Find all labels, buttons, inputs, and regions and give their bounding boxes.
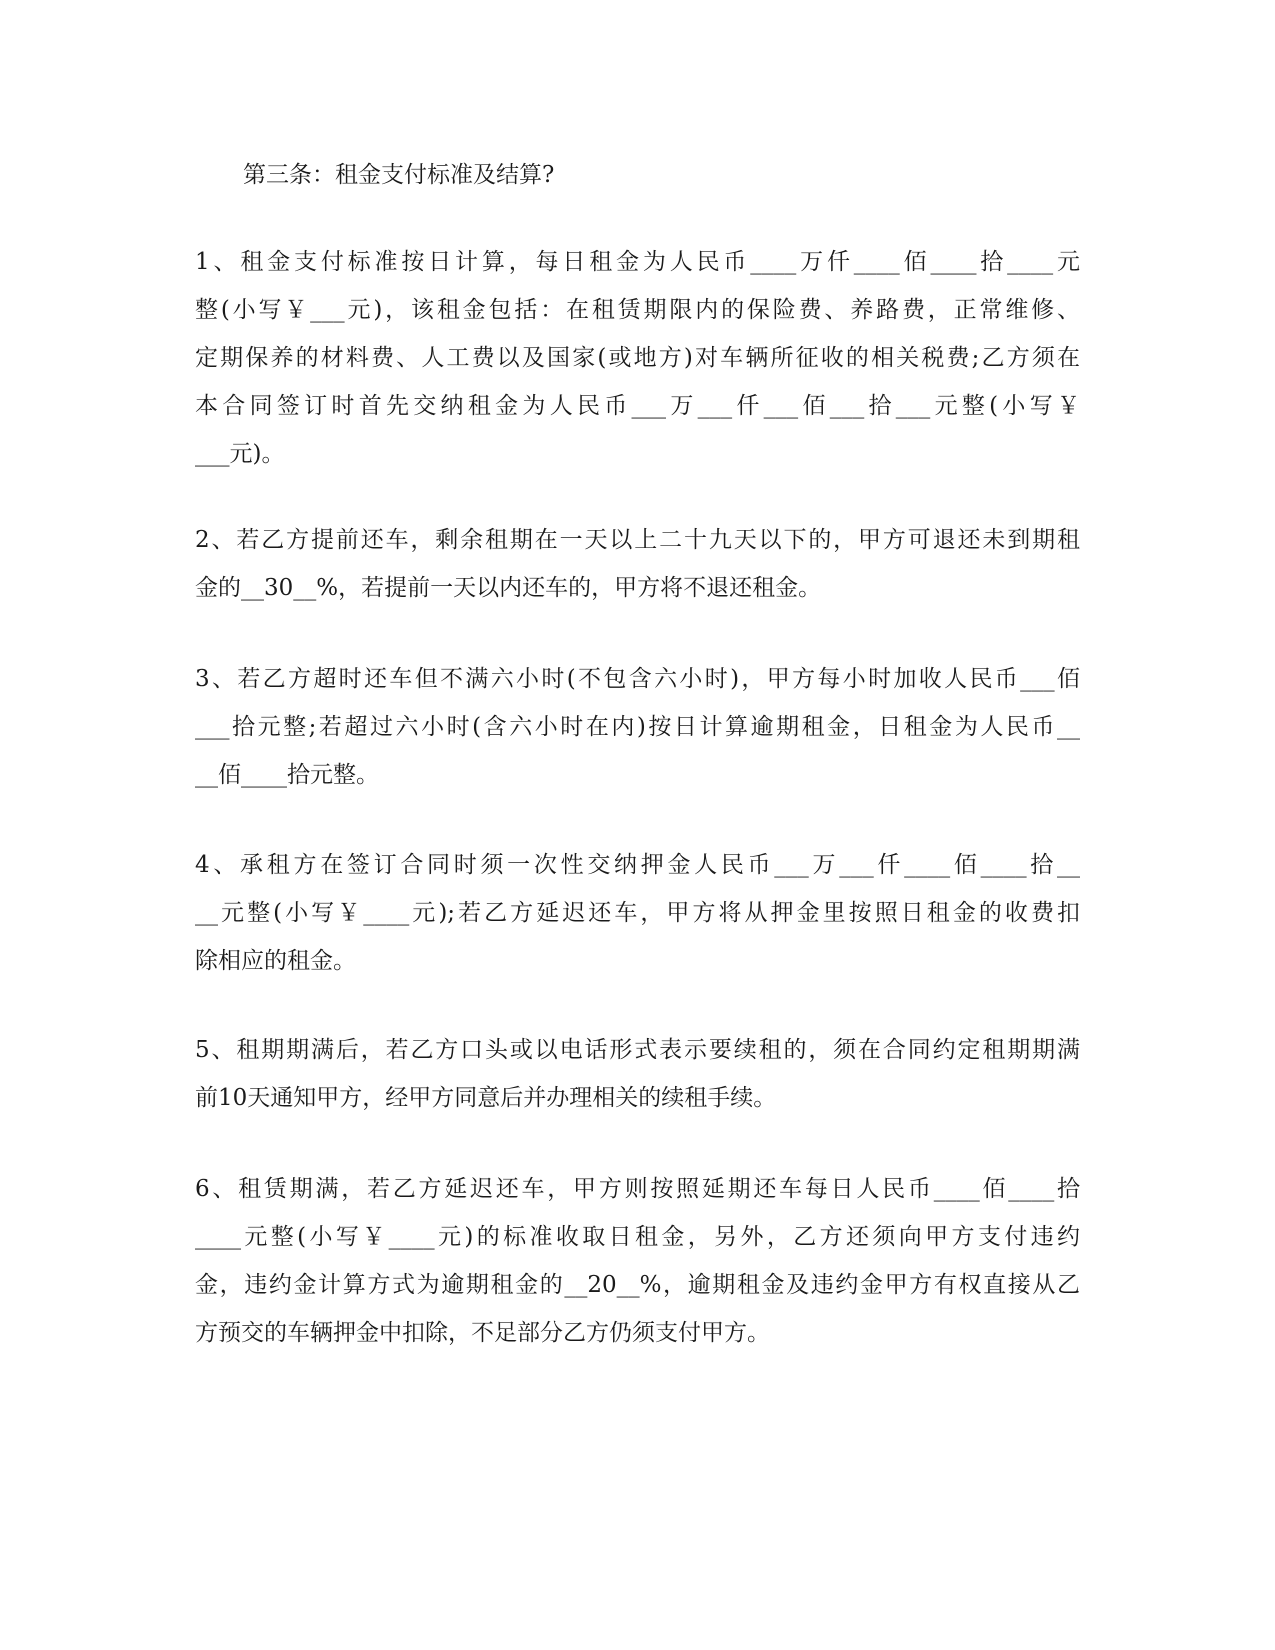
clause-1 (195, 243, 1080, 483)
clause-line: 1、租金支付标准按日计算，每日租金为人民币____万仟____佰____拾____元 (195, 249, 1080, 275)
article-heading: 第三条：租金支付标准及结算? (243, 162, 555, 188)
clause-line: 金，违约金计算方式为逾期租金的__20__%，逾期租金及违约金甲方有权直接从乙 (195, 1272, 1080, 1298)
clause-line: 5、租期期满后，若乙方口头或以电话形式表示要续租的，须在合同约定租期期满 (195, 1037, 1080, 1063)
clause-line: 金的__30__%，若提前一天以内还车的，甲方将不退还租金。 (195, 575, 822, 601)
clause-line: 本合同签订时首先交纳租金为人民币___万___仟___佰___拾___元整(小写￥ (195, 393, 1080, 419)
clause-line: 整(小写￥___元)，该租金包括：在租赁期限内的保险费、养路费，正常维修、 (195, 297, 1080, 323)
clause-line: ___元)。 (195, 441, 285, 467)
clause-line: ____元整(小写￥____元)的标准收取日租金，另外，乙方还须向甲方支付违约 (195, 1224, 1080, 1250)
clause-line: 4、承租方在签订合同时须一次性交纳押金人民币___万___仟____佰____拾__ (195, 852, 1080, 878)
clause-line: 前10天通知甲方，经甲方同意后并办理相关的续租手续。 (195, 1085, 777, 1111)
clause-line: 除相应的租金。 (195, 948, 356, 974)
clause-line: __佰____拾元整。 (195, 762, 379, 788)
clause-line: 3、若乙方超时还车但不满六小时(不包含六小时)，甲方每小时加收人民币___佰 (195, 666, 1080, 692)
clause-line: ___拾元整;若超过六小时(含六小时在内)按日计算逾期租金，日租金为人民币__ (195, 714, 1080, 740)
clause-line: __元整(小写￥____元);若乙方延迟还车，甲方将从押金里按照日租金的收费扣 (195, 900, 1080, 926)
clause-line: 方预交的车辆押金中扣除，不足部分乙方仍须支付甲方。 (195, 1320, 770, 1346)
clause-6 (195, 1170, 1080, 1362)
clause-line: 定期保养的材料费、人工费以及国家(或地方)对车辆所征收的相关税费;乙方须在 (195, 345, 1080, 371)
clause-line: 2、若乙方提前还车，剩余租期在一天以上二十九天以下的，甲方可退还未到期租 (195, 527, 1080, 553)
clause-3 (195, 660, 1080, 804)
clause-4 (195, 846, 1080, 990)
clause-line: 6、租赁期满，若乙方延迟还车，甲方则按照延期还车每日人民币____佰____拾 (195, 1176, 1080, 1202)
clause-5 (195, 1031, 1080, 1127)
clause-2 (195, 521, 1080, 617)
